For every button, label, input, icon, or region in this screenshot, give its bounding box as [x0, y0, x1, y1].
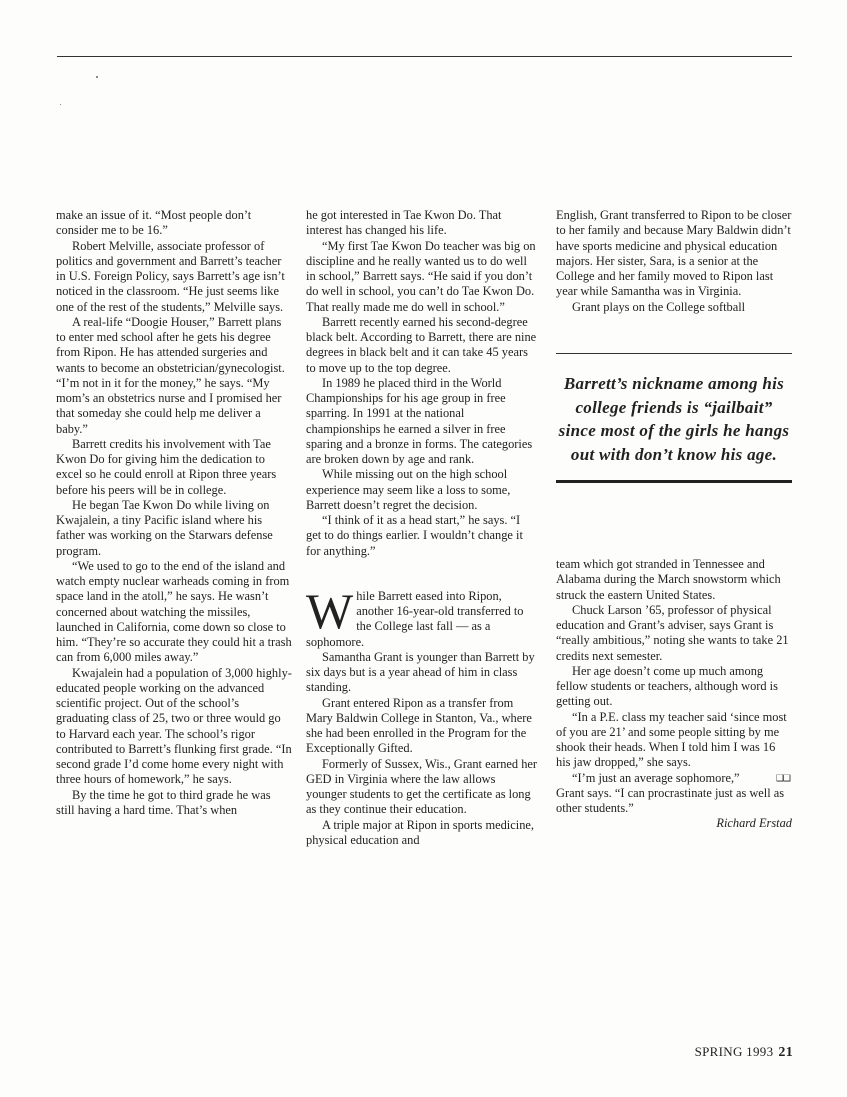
- pull-quote-bottom-rule: [556, 480, 792, 483]
- paragraph: Grant plays on the College softball: [572, 299, 746, 314]
- section-opening-paragraph: [306, 582, 538, 650]
- paragraph: English, Grant transferred to Ripon to be closer to her family and because Mary Baldwin didn’t have sports medicine and physical education majors. Her sister, Sara, is a senior at the College and her family moved to Ripon last year while Samantha was in Virginia.: [556, 208, 792, 299]
- paragraph: Her age doesn’t come up much among fellow students or teachers, although word is getting out.: [556, 663, 778, 709]
- paragraph: Grant entered Ripon as a transfer from Mary Baldwin College in Stanton, Va., where she had been enrolled in the Program for the Exceptionally Gifted.: [306, 695, 532, 756]
- print-speck: [60, 104, 61, 105]
- paragraph: Chuck Larson ’65, professor of physical education and Grant’s adviser, says Grant is “really ambitious,” noting she wants to take 21 credits next semester.: [556, 602, 789, 663]
- paragraph-text: hile Barrett eased into Ripon, another 16-year-old transferred to the College last fall — as a sophomore.: [306, 588, 524, 649]
- page-number: 21: [778, 1045, 793, 1060]
- paragraph: “In a P.E. class my teacher said ‘since most of you are 21’ and some people sitting by me shook their heads. When I told him I was 16 his jaw dropped,” she says.: [556, 709, 787, 770]
- paragraph: He began Tae Kwon Do while living on Kwajalein, a tiny Pacific island where his father was working on the Starwars defense program.: [56, 497, 273, 558]
- page-footer: [695, 1044, 793, 1061]
- byline: Richard Erstad: [716, 816, 792, 831]
- paragraph: “We used to go to the end of the island and watch empty nuclear warheads coming in from space land in the atoll,” he says. He wasn’t concerned about watching the missiles, launched in California, come down so close to him. “They’re so accurate they could hit a trash can from 6,000 miles away.”: [56, 558, 292, 665]
- pull-quote-top-rule: [556, 353, 792, 354]
- paragraph: he got interested in Tae Kwon Do. That interest has changed his life.: [306, 208, 502, 238]
- paragraph: [56, 239, 292, 315]
- paragraph: [556, 771, 792, 817]
- paragraph: Samantha Grant is younger than Barrett by six days but is a year ahead of him in class standing.: [306, 649, 535, 695]
- drop-cap: W: [306, 582, 354, 639]
- print-speck: [96, 76, 98, 78]
- issue-label: SPRING 1993: [694, 1044, 774, 1059]
- top-rule: [57, 56, 792, 57]
- end-mark-icon: ❑❑: [775, 772, 790, 783]
- article-column-2: [306, 208, 538, 848]
- paragraph: In 1989 he placed third in the World Championships for his age group in free sparring. In 1991 at the national championships he earned a silver in free sparing and a bronze in forms. The categories are broken down by age and rank.: [306, 375, 533, 466]
- article-column-3-top: [556, 208, 792, 315]
- paragraph: Barrett credits his involvement with Tae Kwon Do for giving him the dedication to excel so he could enroll at Ripon three years before his peers will be in college.: [56, 436, 277, 497]
- paragraph: Barrett recently earned his second-degree black belt. According to Barrett, there are nine degrees in black belt and it can take 45 years to move up to the top degree.: [306, 314, 537, 375]
- paragraph: team which got stranded in Tennessee and Alabama during the March snowstorm which struck the eastern United States.: [556, 557, 781, 602]
- paragraph: “My first Tae Kwon Do teacher was big on discipline and he really wanted us to do well in school,” Barrett says. “He said if you don’t do well in school, you can’t do Tae Kwon Do. That really made me do well in school.”: [306, 238, 536, 314]
- paragraph: “I think of it as a head start,” he says. “I get to do things earlier. I wouldn’t change it for anything.”: [306, 513, 523, 558]
- paragraph: A real-life “Doogie Houser,” Barrett plans to enter med school after he gets his degree from Ripon. He has attended surgeries and wants to become an obstetrician/gynecologist. “I’m not in it for the money,” he says. “My mom’s an obstetrics nurse and I promised her that someday she could help me deliver a baby.”: [56, 314, 285, 436]
- paragraph-text: “I’m just an average sophomore,” Grant says. “I can procrastinate just as well as other students.”: [556, 770, 785, 815]
- pull-quote: [556, 353, 792, 483]
- paragraph: By the time he got to third grade he was still having a hard time. That’s when: [56, 787, 271, 817]
- article-column-1: [56, 208, 292, 818]
- article-column-3-bottom: [556, 557, 792, 832]
- paragraph: A triple major at Ripon in sports medicine, physical education and: [306, 817, 534, 847]
- paragraph: make an issue of it. “Most people don’t consider me to be 16.”: [56, 208, 252, 238]
- paragraph: Kwajalein had a population of 3,000 highly-educated people working on the advanced scientific project. Out of the school’s graduating class of 25, two or three would go to Harvard each year. The school’s rigor contributed to Barrett’s flunking first grade. “In second grade I’d come home every night with three hours of homework,” he says.: [56, 665, 292, 787]
- paragraph: While missing out on the high school experience may seem like a loss to some, Barrett doesn’t regret the decision.: [306, 467, 511, 512]
- paragraph: Formerly of Sussex, Wis., Grant earned her GED in Virginia where the law allows younger students to get the certificate as long as they continue their education.: [306, 756, 538, 817]
- paragraph-text: Robert Melville, associate professor of politics and government and Barrett’s teacher in U.S. Foreign Policy, says Barrett’s age isn’t noticed in the classroom. “He just seems like one of the rest of the students,” Melville says.: [56, 238, 285, 314]
- pull-quote-text: Barrett’s nickname among his college friends is “jailbait” since most of the girls he hangs out with don’t know his age.: [558, 374, 790, 464]
